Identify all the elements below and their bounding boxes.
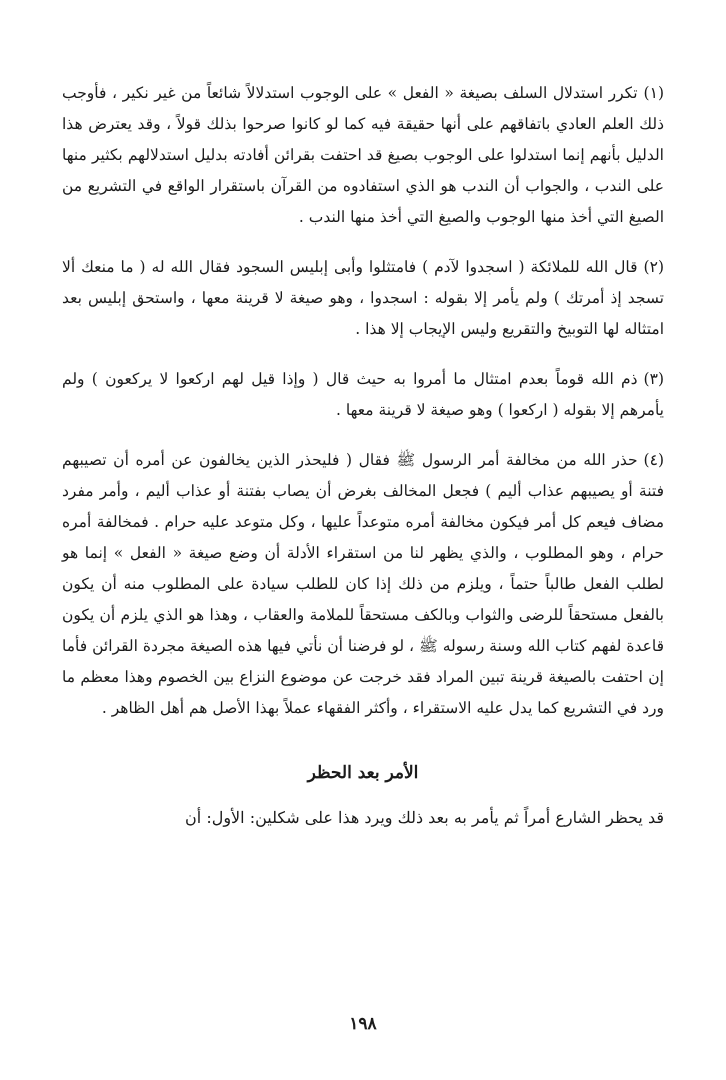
footnote-text: تكرر استدلال السلف بصيغة « الفعل » على الوجوب استدلالاً شائعاً من غير نكير ، فأوجب ذلك العلم العادي باتفاقهم على أنها حقيقة فيه كما لو كانوا صرحوا بذلك قولاً ، وقد يعترض هذا الدليل بأنهم إنما استدلوا على الوجوب بصيغ قد احتفت بقرائن أفادته بدليل استدلالهم بكثير منها على الندب ، والجواب أن الندب هو الذي استفادوه من القرآن باستقرار الواقع في التشريع من الصيغ التي أخذ منها الوجوب والصيغ التي أخذ منها الندب .: [62, 84, 664, 226]
footnote-4: [62, 445, 664, 724]
page-number: ١٩٨: [349, 1014, 377, 1034]
footnote-number: (١): [643, 84, 664, 102]
footnote-1: [62, 78, 664, 233]
footnote-text: قال الله للملائكة ( اسجدوا لآدم ) فامتثلوا وأبى إبليس السجود فقال الله له ( ما منعك ألا تسجد إذ أمرتك ) ولم يأمر إلا بقوله : اسجدوا ، وهو صيغة لا قرينة معها ، واستحق إبليس بعد امتثاله لها التوبيخ والتقريع وليس الإيجاب إلا هذا .: [62, 258, 664, 338]
section-body-text: قد يحظر الشارع أمراً ثم يأمر به بعد ذلك ويرد هذا على شكلين: الأول: أن: [185, 808, 664, 827]
footnote-text: حذر الله من مخالفة أمر الرسول ﷺ فقال ( فليحذر الذين يخالفون عن أمره أن تصيبهم فتنة أو يصيبهم عذاب أليم ) فجعل المخالف بغرض أن يصاب بفتنة أو عذاب أليم ، وأمر مفرد مضاف فيعم كل أمر فيكون مخالفة أمره متوعداً عليها ، وكل متوعد عليه حرام . فمخالفة أمره حرام ، وهو المطلوب ، والذي يظهر لنا من استقراء الأدلة أن وضع صيغة « الفعل » إنما هو لطلب الفعل طالباً حتماً ، ويلزم من ذلك إذا كان للطلب سيادة على المطلوب منه أن يكون بالفعل مستحقاً للرضى والثواب وبالكف مستحقاً للملامة والعقاب ، وهذا هو الذي يلزم أن يكون قاعدة لفهم كتاب الله وسنة رسوله ﷺ ، لو فرضنا أن نأتي فيها هذه الصيغة مجردة القرائن فأما إن احتفت بالصيغة قرينة تبين المراد فقد خرجت عن موضوع النزاع بين الخصوم وهذا معظم ما ورد في التشريع كما يدل عليه الاستقراء ، وأكثر الفقهاء عملاً بهذا الأصل هم أهل الظاهر .: [62, 451, 664, 717]
footnote-number: (٣): [643, 370, 664, 388]
footnote-3: [62, 364, 664, 426]
footnote-number: (٢): [643, 258, 664, 276]
footnote-2: [62, 252, 664, 345]
footnote-text: ذم الله قوماً بعدم امتثال ما أمروا به حيث قال ( وإذا قيل لهم اركعوا لا يركعون ) ولم يأمرهم إلا بقوله ( اركعوا ) وهو صيغة لا قرينة معها .: [62, 370, 664, 419]
footnote-number: (٤): [643, 451, 664, 469]
section-heading: الأمر بعد الحظر: [307, 763, 419, 783]
